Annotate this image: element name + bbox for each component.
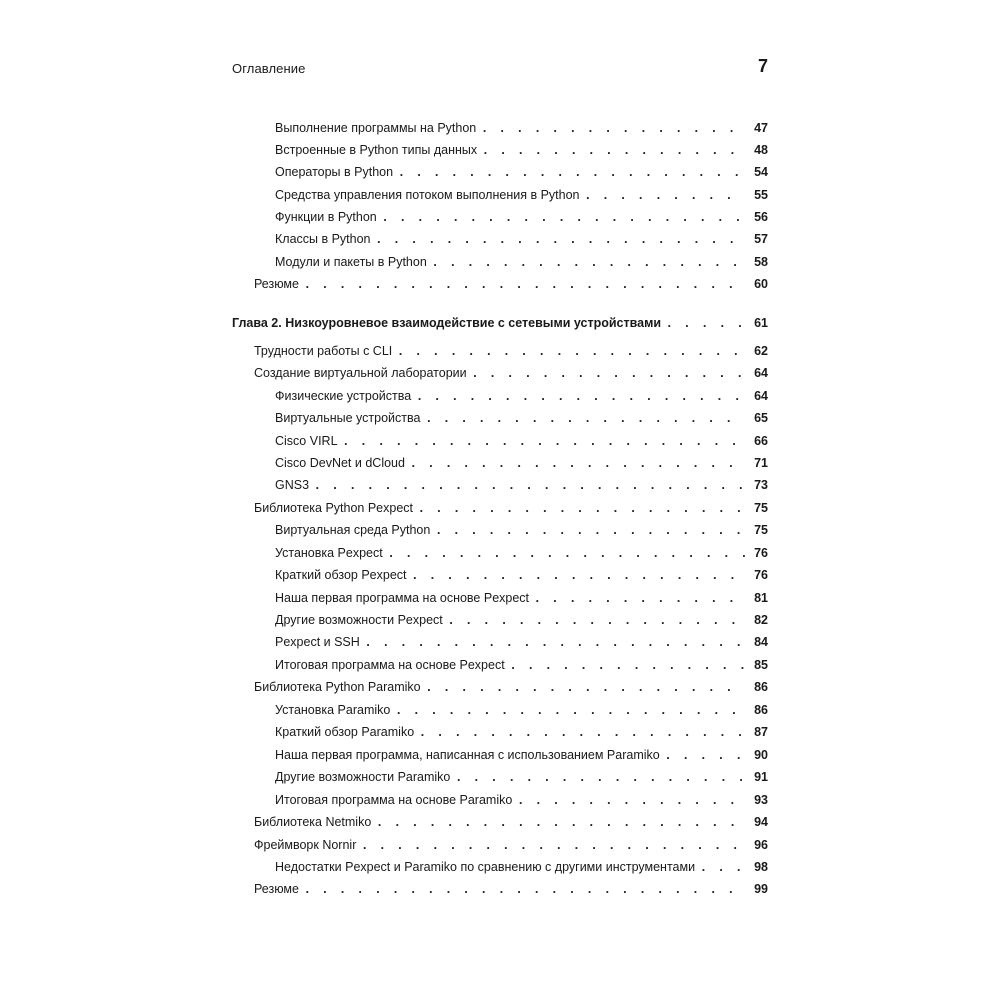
toc-entry-page: 86 — [754, 680, 768, 694]
header-page-number: 7 — [757, 56, 768, 76]
toc-entry — [275, 229, 768, 249]
toc-dot-leader — [481, 119, 745, 139]
toc-entry-page: 96 — [754, 838, 768, 852]
toc-entry — [275, 655, 768, 675]
toc-entry-title: Средства управления потоком выполнения в Python — [275, 188, 580, 202]
toc-dot-leader — [666, 314, 745, 334]
toc-dot-leader — [376, 230, 745, 250]
toc-entry-title: Операторы в Python — [275, 165, 394, 179]
toc-entry — [275, 790, 768, 810]
toc-entry — [275, 700, 768, 720]
toc-dot-leader — [419, 723, 745, 743]
toc-entry-title: Установка Paramiko — [275, 703, 391, 717]
toc-entry-title: Другие возможности Pexpect — [275, 613, 443, 627]
toc-chapter-entry — [232, 313, 768, 333]
toc-entry-title: Глава 2. Низкоуровневое взаимодействие с сетевыми устройствами — [232, 316, 662, 330]
toc-dot-leader — [376, 813, 745, 833]
toc-dot-leader — [416, 387, 745, 407]
toc-dot-leader — [448, 611, 745, 631]
toc-entry — [275, 767, 768, 787]
toc-dot-leader — [425, 409, 745, 429]
toc-entry-page: 64 — [754, 389, 768, 403]
toc-dot-leader — [472, 364, 745, 384]
toc-entry — [254, 812, 768, 832]
toc-dot-leader — [426, 678, 745, 698]
toc-entry-page: 62 — [754, 344, 768, 358]
toc-dot-leader — [534, 589, 745, 609]
toc-entry-title: Встроенные в Python типы данных — [275, 143, 478, 157]
toc-entry-page: 81 — [754, 591, 768, 605]
toc-entry-page: 82 — [754, 613, 768, 627]
toc-entry-page: 76 — [754, 546, 768, 560]
toc-entry-page: 86 — [754, 703, 768, 717]
toc-entry-title: Виртуальная среда Python — [275, 523, 431, 537]
toc-dot-leader — [412, 566, 745, 586]
toc-entry-title: Функции в Python — [275, 210, 377, 224]
toc-entry — [275, 722, 768, 742]
toc-entry — [275, 857, 768, 877]
toc-entry — [275, 408, 768, 428]
header-title: Оглавление — [232, 61, 306, 76]
toc-dot-leader — [314, 476, 745, 496]
toc-entry-title: Наша первая программа на основе Pexpect — [275, 591, 530, 605]
toc-entry-title: Трудности работы с CLI — [254, 344, 393, 358]
toc-dot-leader — [395, 701, 745, 721]
toc-entry-page: 87 — [754, 725, 768, 739]
toc-entry — [254, 274, 768, 294]
toc-entry-page: 58 — [754, 255, 768, 269]
toc-entry-page: 60 — [754, 277, 768, 291]
toc-entry-page: 66 — [754, 434, 768, 448]
toc-entry-title: GNS3 — [275, 478, 310, 492]
toc-entry-title: Библиотека Netmiko — [254, 815, 372, 829]
toc-entry-title: Фреймворк Nornir — [254, 838, 357, 852]
toc-entry-title: Классы в Python — [275, 232, 371, 246]
toc-entry — [275, 118, 768, 138]
toc-entry-page: 64 — [754, 366, 768, 380]
toc-entry-title: Cisco DevNet и dCloud — [275, 456, 405, 470]
toc-entry-page: 48 — [754, 143, 768, 157]
toc-entry-page: 47 — [754, 121, 768, 135]
toc-entry-page: 99 — [754, 882, 768, 896]
toc-entry — [275, 207, 768, 227]
toc-entry-page: 98 — [754, 860, 768, 874]
toc-entry — [275, 543, 768, 563]
toc-entry-page: 85 — [754, 658, 768, 672]
toc-entry-title: Модули и пакеты в Python — [275, 255, 427, 269]
toc-entry — [254, 498, 768, 518]
toc-dot-leader — [398, 163, 745, 183]
toc-entry-title: Итоговая программа на основе Paramiko — [275, 793, 513, 807]
toc-dot-leader — [482, 141, 745, 161]
toc-dot-leader — [700, 858, 745, 878]
toc-entry — [275, 588, 768, 608]
toc-entry — [275, 185, 768, 205]
toc-entry — [275, 386, 768, 406]
toc-entry-title: Краткий обзор Paramiko — [275, 725, 415, 739]
toc-entry-page: 75 — [754, 523, 768, 537]
toc-entry-title: Создание виртуальной лаборатории — [254, 366, 467, 380]
toc-entry — [275, 162, 768, 182]
toc-entry-title: Краткий обзор Pexpect — [275, 568, 407, 582]
toc-dot-leader — [432, 253, 745, 273]
toc-entry — [254, 879, 768, 899]
toc-entry-page: 54 — [754, 165, 768, 179]
toc-entry-page: 93 — [754, 793, 768, 807]
toc-entry-title: Выполнение программы на Python — [275, 121, 477, 135]
toc-dot-leader — [455, 768, 745, 788]
toc-entry-title: Недостатки Pexpect и Paramiko по сравнению с другими инструментами — [275, 860, 696, 874]
toc-dot-leader — [410, 454, 745, 474]
toc-dot-leader — [435, 521, 745, 541]
toc-entry — [275, 252, 768, 272]
toc-dot-leader — [665, 746, 745, 766]
toc-entry-page: 71 — [754, 456, 768, 470]
toc-entry-title: Виртуальные устройства — [275, 411, 421, 425]
toc-entry — [254, 363, 768, 383]
toc-entry — [275, 565, 768, 585]
toc-entry-title: Резюме — [254, 882, 299, 896]
toc-entry-page: 94 — [754, 815, 768, 829]
toc-entry-page: 76 — [754, 568, 768, 582]
toc-dot-leader — [585, 186, 746, 206]
toc-dot-leader — [388, 544, 745, 564]
toc-dot-leader — [304, 880, 745, 900]
toc-dot-leader — [365, 633, 745, 653]
toc-entry — [254, 677, 768, 697]
toc-entry-title: Cisco VIRL — [275, 434, 338, 448]
toc-entry-page: 65 — [754, 411, 768, 425]
toc-entry-page: 55 — [754, 188, 768, 202]
toc-entry-page: 73 — [754, 478, 768, 492]
toc-entry-page: 91 — [754, 770, 768, 784]
toc-dot-leader — [517, 791, 745, 811]
toc-entry-title: Библиотека Python Pexpect — [254, 501, 413, 515]
toc-dot-leader — [382, 208, 745, 228]
toc-dot-leader — [343, 432, 745, 452]
toc-entry — [254, 835, 768, 855]
toc-entry-title: Наша первая программа, написанная с использованием Paramiko — [275, 748, 660, 762]
toc-entry-page: 75 — [754, 501, 768, 515]
toc-entry-page: 61 — [754, 316, 768, 330]
toc-entry — [275, 431, 768, 451]
toc-entry-page: 57 — [754, 232, 768, 246]
toc-entry — [275, 475, 768, 495]
toc-entry — [275, 140, 768, 160]
toc-entry — [275, 745, 768, 765]
toc-dot-leader — [418, 499, 745, 519]
toc-entry-page: 56 — [754, 210, 768, 224]
toc-entry-title: Физические устройства — [275, 389, 412, 403]
toc-dot-leader — [361, 836, 745, 856]
toc-entry-page: 84 — [754, 635, 768, 649]
toc-entry-title: Итоговая программа на основе Pexpect — [275, 658, 505, 672]
toc-dot-leader — [304, 275, 745, 295]
toc-entry — [275, 520, 768, 540]
toc-entry — [275, 610, 768, 630]
toc-entry — [275, 632, 768, 652]
toc-entry — [254, 341, 768, 361]
toc-entry-title: Установка Pexpect — [275, 546, 383, 560]
toc-entry-title: Другие возможности Paramiko — [275, 770, 451, 784]
toc-entry-title: Библиотека Python Paramiko — [254, 680, 421, 694]
toc-entry-title: Pexpect и SSH — [275, 635, 360, 649]
toc-dot-leader — [397, 342, 745, 362]
toc-entry-title: Резюме — [254, 277, 299, 291]
toc-entry-page: 90 — [754, 748, 768, 762]
toc-entry — [275, 453, 768, 473]
toc-dot-leader — [510, 656, 745, 676]
